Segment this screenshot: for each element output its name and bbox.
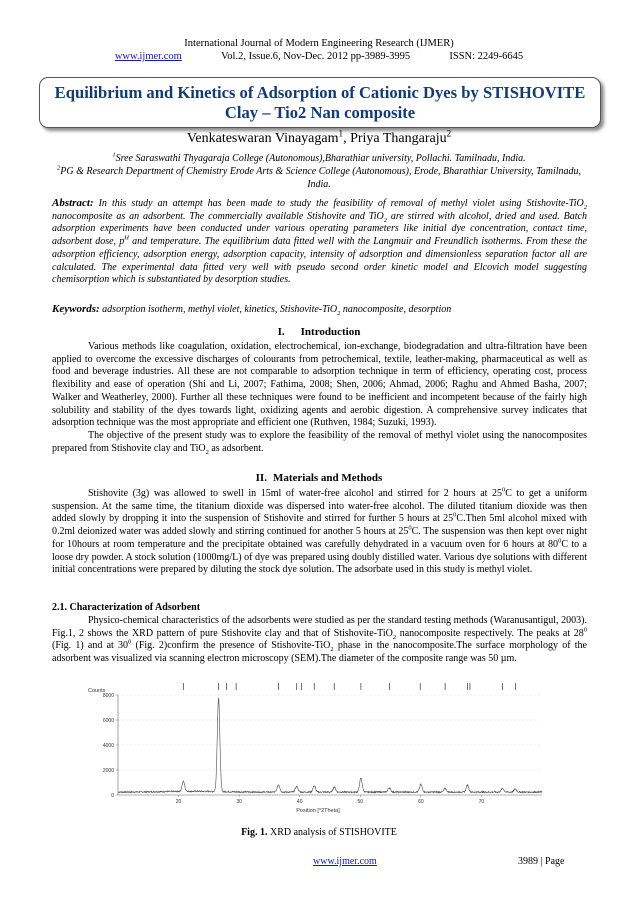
methods-deg-1: 0 — [502, 486, 506, 494]
charac-text-3: (Fig. 1) and at 30 — [52, 640, 129, 652]
section-2-title: Materials and Methods — [272, 472, 383, 484]
y-tick-label: 0 — [111, 793, 114, 799]
footer-url — [313, 856, 377, 868]
abstract-label: Abstract: — [52, 197, 94, 209]
keywords-text-2: nanocomposite, desorption — [340, 304, 452, 315]
subsection-heading — [52, 602, 587, 615]
author-1-sup: 1 — [338, 128, 344, 139]
x-tick-label: 60 — [418, 799, 424, 805]
author-2-sup: 2 — [446, 128, 452, 139]
y-tick-label: 2000 — [102, 768, 114, 774]
caption-text: XRD analysis of STISHOVITE — [267, 827, 397, 838]
methods-deg-3: 0 — [408, 524, 412, 532]
charac-text-4: (Fig. 2)confirm the presence of Stishovite-TiO — [131, 640, 331, 652]
section-heading-methods — [0, 472, 638, 485]
abstract-text-2: nanocomposite as an adsorbent. The commercially available Stishovite and TiO — [52, 210, 384, 222]
charac-text-1: Physico-chemical characteristics of the adsorbents were studied as per the standard testing methods (Waranusantigul, 2003). Fig.1, 2 shows the XRD pattern of pure Stishovite clay and that of Stishovite-TiO — [52, 615, 587, 639]
abstract-text-4: and temperature. The equilibrium data fitted well with the Langmuir and Freundlich isotherms. From these the adsorption efficiency, adsorption energy, adsorption capacity, intensity of adsorption and dimensionless separation factor all are calculated. The experimental data fitted very well with pseudo second order kinetic model and Elcovich model suggesting chemisorption which is substantiated by desorption studies. — [52, 236, 587, 286]
methods-text-1: Stishovite (3g) was allowed to swell in 15ml of water-free alcohol and stirred for 2 hours at 25 — [88, 488, 503, 499]
x-tick-label: 50 — [357, 799, 364, 805]
footer-url-link[interactable]: www.ijmer.com — [313, 856, 377, 867]
y-tick-label: 8000 — [102, 693, 114, 699]
keywords-label: Keywords: — [52, 303, 100, 315]
xrd-x-ticks — [176, 795, 485, 805]
affiliation-1 — [52, 152, 586, 165]
affiliation-1-sup: 1 — [112, 151, 116, 159]
intro-p2-sub: 2 — [205, 448, 209, 456]
section-1-title: Introduction — [300, 326, 361, 338]
issn-info: ISSN: 2249-6645 — [449, 51, 524, 62]
abstract-sub-2: 2 — [383, 216, 387, 224]
charac-text-2: nanocomposite respectively. The peaks at 28 — [396, 627, 584, 639]
affiliation-2 — [52, 165, 586, 191]
affiliation-1-text: Sree Saraswathi Thyagaraja College (Autonomous),Bharathiar university, Pollachi. Tamilnadu, India. — [115, 153, 526, 164]
charac-sub-1: 2 — [392, 633, 397, 641]
methods-text-5: C to a loose dry powder. A stock solution (1000mg/L) of dye was prepared using doubly distilled water. Various dye solutions with different initial concentrations were prepared by diluting the stock dye solution. The adsorbate used in this study is methyl violet. — [52, 538, 587, 576]
section-heading-introduction — [0, 326, 638, 339]
abstract-text-3: are stirred with alcohol, dried and used. Batch adsorption experiments have been conducted under various operating parameters like initial dye concentration, contact time, adsorbent dose, p — [52, 210, 587, 248]
intro-paragraph-1: Various methods like coagulation, oxidation, electrochemical, ion-exchange, biodegradation and ultra-filtration have been applied to overcome the excessive discharges of colourants from petrochemical, textile, leather-making, pharmaceutical as well as food and beverage industries. All these are not comparable to adsorption technique in term of efficiency, operating cost, process flexibility and ease of operation (Shi and Li, 2007; Fathima, 2008; Shen, 2006; Ahmad, 2006; Raghu and Ahmed Basha, 2007; Walker and Weatherley, 2000). Further all these techniques were found to be inefficient and incompetent because of the fairly high solubility and stability of the dyes towards light, oxidizing agents and aerobic digestion. A comprehensive survey indicates that adsorption technique was the most appropriate and efficient one (Ruthven, 1984; Suzuki, 1993). — [52, 341, 587, 429]
methods-text-2: C to get a uniform suspension. At the same time, the titanium dioxide was dispersed into water-free alcohol. The diluted titanium dioxide was then added slowly by dropping it into the suspension of Stishovite and stirred for further 5 hours at 25 — [52, 488, 587, 525]
introduction-body — [52, 341, 587, 455]
volume-info: Vol.2, Issue.6, Nov-Dec. 2012 pp-3989-3995 — [221, 51, 411, 62]
intro-p2-text-1: The objective of the present study was to explore the feasibility of the removal of methyl violet using the nanocomposites prepared from Stishovite clay and TiO — [52, 429, 587, 454]
affiliation-2-sup: 2 — [56, 164, 61, 172]
characterization-paragraph — [52, 615, 587, 666]
author-list — [0, 130, 638, 147]
caption-label: Fig. 1. — [241, 827, 268, 838]
author-2: Priya Thangaraju — [350, 131, 447, 146]
abstract-sup-ph: H — [124, 234, 129, 242]
charac-deg-1: 0 — [583, 626, 587, 634]
author-1: Venkateswaran Vinayagam — [186, 131, 339, 146]
title-line-2: Clay – Tio2 Nan composite — [224, 103, 416, 122]
xrd-chart — [84, 683, 552, 815]
methods-deg-2: 0 — [453, 512, 457, 520]
methods-text-4: C. The suspension was then kept over night for 10hours at room temperature and the precipitate obtained was carefully dehydrated in a vacuum oven for 6 hours at 80 — [52, 526, 587, 550]
xrd-gridlines — [118, 695, 542, 770]
journal-info-line — [0, 50, 638, 63]
keywords-sub: 2 — [337, 310, 341, 317]
footer-page-number: 3989 | Page — [518, 856, 565, 867]
keywords-text-1: adsorption isotherm, methyl violet, kinetics, Stishovite-TiO — [99, 304, 338, 315]
charac-sub-2: 2 — [330, 646, 334, 654]
affiliation-2-text: PG & Research Department of Chemistry Erode Arts & Science College (Autonomous), Erode, Bharathiar University, Tamilnadu, India. — [60, 166, 582, 190]
keywords — [52, 303, 587, 317]
xrd-trace-line — [118, 698, 542, 793]
journal-header — [0, 37, 638, 50]
charac-text-5: phase in the nanocomposite.The surface morphology of the adsorbent was visualized via scanning electron microscopy (SEM).The diameter of the composite range was 50 µm. — [52, 640, 587, 665]
author-separator: , — [343, 131, 351, 146]
section-2-number: II. — [255, 472, 267, 484]
abstract-text-1: In this study an attempt has been made to study the feasibility of removal of methyl violet using Stishovite-TiO — [93, 198, 584, 209]
journal-url-link[interactable]: www.ijmer.com — [114, 51, 182, 62]
y-tick-label: 4000 — [102, 743, 114, 749]
subsection-title: 2.1. Characterization of Adsorbent — [52, 602, 201, 613]
paper-title-box — [39, 77, 601, 128]
methods-paragraph — [52, 488, 587, 577]
x-tick-label: 30 — [236, 799, 242, 805]
methods-text-3: C.Then 5ml alcohol mixed with 0.2ml deionized water was added slowly and stirring continued for another 5 hours at 25 — [52, 513, 587, 538]
x-tick-label: 70 — [478, 799, 485, 805]
y-axis-title: Counts — [88, 688, 106, 694]
x-tick-label: 40 — [296, 799, 303, 805]
characterization-body — [52, 615, 587, 666]
xrd-reference-marks — [183, 683, 515, 690]
section-1-number: I. — [277, 326, 285, 338]
x-axis-title: Position [°2Theta] — [296, 808, 340, 814]
journal-name: International Journal of Modern Engineering Research (IJMER) — [184, 38, 454, 49]
charac-deg-2: 0 — [128, 639, 132, 647]
abstract — [52, 197, 587, 287]
intro-paragraph-2 — [52, 430, 587, 455]
xrd-y-ticks — [103, 693, 118, 799]
abstract-sub-1: 2 — [583, 204, 587, 211]
x-tick-label: 20 — [175, 799, 182, 805]
intro-p2-text-2: as adsorbent. — [208, 442, 264, 454]
methods-body — [52, 488, 587, 577]
methods-deg-4: 0 — [558, 537, 562, 545]
figure-caption — [0, 827, 638, 839]
y-tick-label: 6000 — [102, 718, 114, 724]
title-line-1: Equilibrium and Kinetics of Adsorption of Cationic Dyes by STISHOVITE — [54, 83, 586, 102]
